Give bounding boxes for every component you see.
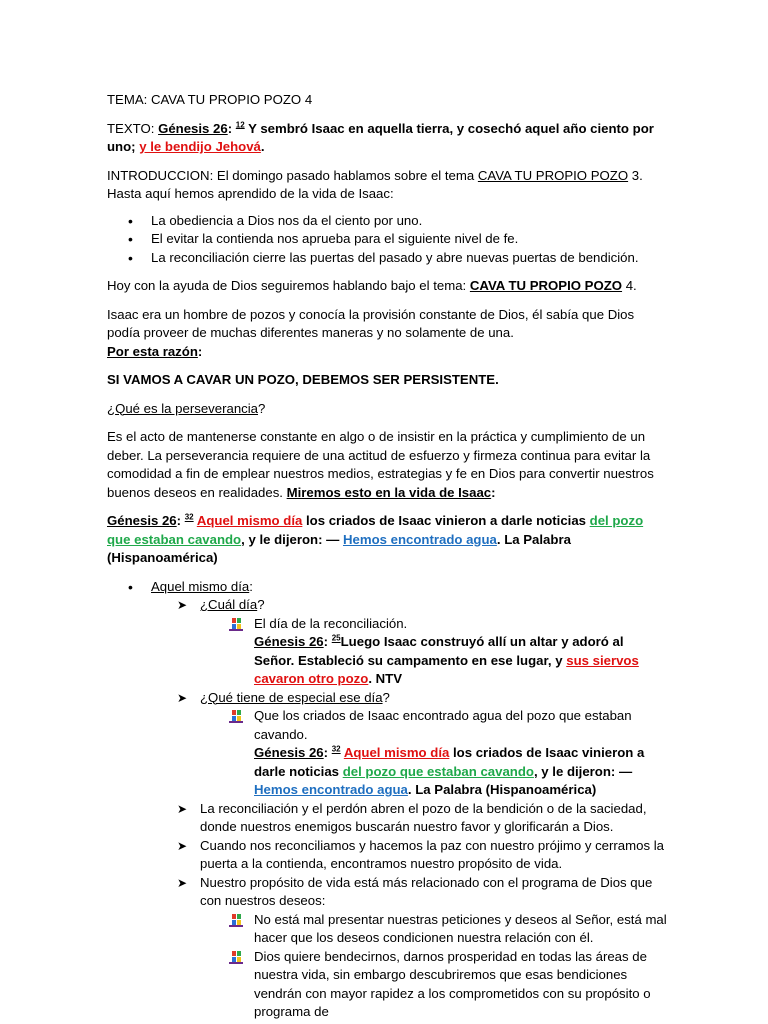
outline-q2-red: Aquel mismo día bbox=[343, 745, 450, 760]
genesis-32-end: . La Palabra (Hispanoamérica) bbox=[107, 531, 571, 565]
bullet-icon: • bbox=[128, 578, 133, 595]
intro-number: 3. bbox=[628, 167, 643, 183]
outline-q1-text: ¿Cuál día bbox=[200, 597, 258, 612]
outline-main-colon: : bbox=[249, 578, 253, 594]
texto-paragraph bbox=[107, 120, 667, 157]
definition-paragraph bbox=[107, 428, 667, 502]
question-text: Qué es la perseverancia bbox=[115, 400, 259, 416]
outline-q2-end-2: . La Palabra (Hispanoamérica) bbox=[407, 782, 597, 797]
outline-q2-item-text: Que los criados de Isaac encontrado agua del pozo que estaban cavando. bbox=[254, 708, 632, 742]
outline-q1-colon: : bbox=[323, 634, 332, 649]
arrow-bullet-icon: ➤ bbox=[177, 801, 188, 816]
outline-q2-blue: Hemos encontrado agua bbox=[254, 782, 408, 797]
definition-bold: Miremos esto en la vida de Isaac bbox=[286, 484, 492, 500]
genesis-32-ref: Génesis 26 bbox=[107, 513, 177, 528]
genesis-32-colon: : bbox=[176, 513, 185, 528]
outline-main-item bbox=[107, 578, 667, 597]
genesis-32-verse: 32 bbox=[184, 512, 194, 522]
outline-q1 bbox=[107, 596, 667, 615]
outline-q1-verse bbox=[254, 633, 667, 689]
genesis-32-green: del pozo que estaban cavando bbox=[107, 513, 644, 547]
outline-point-3-b-text: Dios quiere bendecirnos, darnos prosperidad en todas las áreas de nuestra vida, sin embargo descubriremos que esas bendiciones vendrán con mayor rapidez a los comprometidos con su propósito o programa de bbox=[254, 948, 651, 1019]
windows-bullet-icon bbox=[229, 710, 243, 723]
outline-point-3-a bbox=[107, 911, 667, 948]
outline-q1-item-text: El día de la reconciliación. bbox=[254, 615, 408, 631]
texto-end: . bbox=[260, 139, 265, 154]
arrow-bullet-icon: ➤ bbox=[177, 690, 188, 705]
outline-q1-verse-text: Luego Isaac construyó allí un altar y adoró al Señor. Estableció su campamento en ese lugar, y bbox=[254, 634, 624, 668]
page-title: TEMA: CAVA TU PROPIO POZO 4 bbox=[107, 92, 313, 107]
outline-q2-item bbox=[107, 707, 667, 800]
texto-body: Y sembró Isaac en aquella tierra, y cosechó aquel año ciento por uno; bbox=[107, 120, 654, 154]
genesis-32-mid-2: , y le dijeron: — bbox=[241, 531, 343, 547]
windows-bullet-icon bbox=[229, 618, 243, 631]
outline-point-2-text: Cuando nos reconciliamos y hacemos la paz con nuestro prójimo y cerramos la puerta a la contienda, encontramos nuestro propósito de vida. bbox=[200, 837, 664, 871]
outline-q2-verse bbox=[254, 744, 667, 800]
outline-q2-green: del pozo que estaban cavando bbox=[342, 763, 534, 779]
razon-line bbox=[107, 343, 667, 362]
intro-text: INTRODUCCION: El domingo pasado hablamos sobre el tema bbox=[107, 167, 478, 183]
outline-point-2 bbox=[107, 837, 667, 874]
hoy-text: Hoy con la ayuda de Dios seguiremos hablando bajo el tema: bbox=[107, 278, 470, 293]
windows-bullet-icon bbox=[229, 951, 243, 964]
windows-bullet-icon bbox=[229, 914, 243, 927]
outline-q2-verse-number: 32 bbox=[331, 744, 341, 754]
texto-red-text: y le bendijo Jehová bbox=[139, 139, 261, 154]
hoy-number: 4. bbox=[622, 278, 637, 293]
texto-colon: : bbox=[227, 120, 236, 136]
outline-q1-red: sus siervos cavaron otro pozo bbox=[254, 652, 639, 686]
intro-line-2: Hasta aquí hemos aprendido de la vida de Isaac: bbox=[107, 186, 394, 201]
outline-point-3-text: Nuestro propósito de vida está más relacionado con el programa de Dios que con nuestros deseos: bbox=[200, 874, 653, 908]
intro-line-1 bbox=[107, 167, 667, 186]
razon-colon: : bbox=[197, 343, 203, 359]
outline-point-1 bbox=[107, 800, 667, 837]
outline-main-text: Aquel mismo día bbox=[151, 578, 250, 594]
list-item: • El evitar la contienda nos aprueba para el siguiente nivel de fe. bbox=[107, 230, 667, 249]
outline-q1-verse-number: 25 bbox=[331, 633, 341, 643]
texto-verse: 12 bbox=[235, 120, 245, 130]
intro-topic: CAVA TU PROPIO POZO bbox=[477, 167, 629, 183]
definition-text: Es el acto de mantenerse constante en algo o de insistir en la práctica y cumplimiento de un deber. La perseverancia requiere de una actitud de esfuerzo y firmeza continua para evitar la comodidad a fin de emplear nuestros medios, estrategias y fe en Dios para convertir nuestros buenos deseos en realidades. bbox=[107, 429, 654, 500]
section-heading: SI VAMOS A CAVAR UN POZO, DEBEMOS SER PERSISTENTE. bbox=[107, 372, 499, 387]
outline-q2 bbox=[107, 689, 667, 708]
question-line bbox=[107, 400, 667, 419]
isaac-paragraph: Isaac era un hombre de pozos y conocía la provisión constante de Dios, él sabía que Dios podía proveer de muchas diferentes maneras y no solamente de una. bbox=[107, 306, 635, 340]
list-item: • La reconciliación cierre las puertas del pasado y abre nuevas puertas de bendición. bbox=[107, 249, 667, 268]
outline-point-3-a-text: No está mal presentar nuestras peticiones y deseos al Señor, está mal hacer que los deseos condicionen nuestra relación con él. bbox=[254, 911, 667, 945]
genesis-32-red: Aquel mismo día bbox=[196, 513, 303, 528]
outline-point-3-b bbox=[107, 948, 667, 1022]
outline-q1-end-2: . NTV bbox=[368, 671, 403, 686]
question-close: ? bbox=[258, 400, 266, 416]
outline-q2-mid-2: , y le dijeron: — bbox=[533, 763, 633, 779]
genesis-32-mid-1: los criados de Isaac vinieron a darle noticias bbox=[302, 513, 590, 528]
razon-text: Por esta razón bbox=[107, 343, 198, 359]
texto-label: TEXTO: bbox=[107, 120, 159, 136]
outline-q1-item bbox=[107, 615, 667, 689]
outline-point-3 bbox=[107, 874, 667, 911]
learned-list bbox=[107, 212, 667, 268]
genesis-32-paragraph bbox=[107, 512, 667, 568]
outline-q2-text: ¿Qué tiene de especial ese día bbox=[200, 689, 383, 705]
genesis-32-blue: Hemos encontrado agua bbox=[342, 531, 497, 547]
outline-q2-colon: : bbox=[323, 745, 332, 760]
hoy-paragraph bbox=[107, 277, 667, 296]
question-open: ¿ bbox=[107, 400, 116, 416]
outline-q2-mid-1: los criados de Isaac vinieron a darle noticias bbox=[254, 745, 645, 779]
document-page bbox=[107, 91, 667, 1022]
outline-q1-ref: Génesis 26 bbox=[254, 634, 324, 649]
arrow-bullet-icon: ➤ bbox=[177, 598, 188, 612]
texto-reference: Génesis 26 bbox=[158, 120, 228, 136]
arrow-bullet-icon: ➤ bbox=[177, 838, 188, 853]
list-item: • La obediencia a Dios nos da el ciento por uno. bbox=[107, 212, 667, 231]
hoy-topic: CAVA TU PROPIO POZO bbox=[469, 278, 623, 293]
definition-colon: : bbox=[491, 484, 496, 500]
outline-q2-ref: Génesis 26 bbox=[254, 745, 324, 760]
arrow-bullet-icon: ➤ bbox=[177, 875, 188, 890]
outline-q1-end: ? bbox=[257, 597, 265, 612]
outline-q2-end: ? bbox=[382, 689, 390, 705]
outline-point-1-text: La reconciliación y el perdón abren el pozo de la bendición o de la saciedad, donde nuestros enemigos buscarán nuestro favor y glorificarán a Dios. bbox=[200, 800, 647, 834]
